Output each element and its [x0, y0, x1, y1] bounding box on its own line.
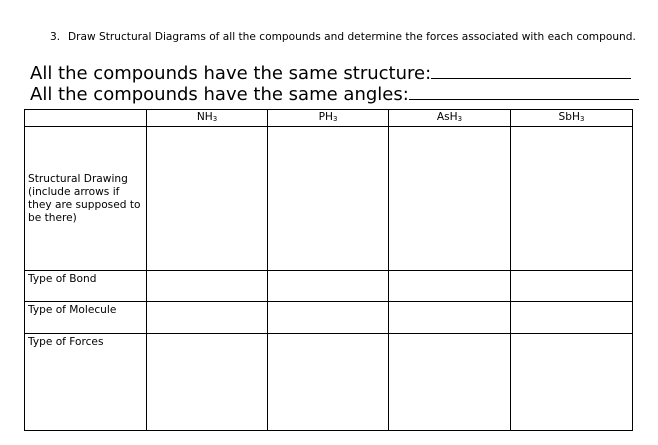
- table-row-type-of-bond: [25, 271, 633, 302]
- structure-answer-blank[interactable]: [431, 64, 631, 79]
- answer-cell[interactable]: [147, 271, 268, 302]
- answer-cell[interactable]: [268, 127, 389, 271]
- table-row-structural-drawing: [25, 127, 633, 271]
- formula-subscript: 3: [579, 115, 585, 123]
- formula-base: SbH: [558, 111, 580, 123]
- compounds-table: [24, 109, 633, 431]
- formula-subscript: 3: [332, 115, 338, 123]
- answer-cell[interactable]: [511, 334, 633, 431]
- row-label-type-of-bond: Type of Bond: [25, 271, 147, 302]
- structure-prompt-text: All the compounds have the same structure:: [30, 63, 432, 84]
- formula-base: PH: [318, 111, 333, 123]
- answer-cell[interactable]: [147, 127, 268, 271]
- answer-cell[interactable]: [389, 127, 511, 271]
- row-label-type-of-forces: Type of Forces: [25, 334, 147, 431]
- table-header-row: [25, 110, 633, 127]
- answer-cell[interactable]: [147, 334, 268, 431]
- column-header-nh3: [147, 110, 268, 127]
- column-header-ph3: [268, 110, 389, 127]
- row-label-structural-drawing: Structural Drawing (include arrows if they are supposed to be there): [25, 127, 147, 271]
- formula-base: NH: [196, 111, 213, 123]
- answer-cell[interactable]: [268, 302, 389, 334]
- formula-base: AsH: [436, 111, 458, 123]
- row-label-type-of-molecule: Type of Molecule: [25, 302, 147, 334]
- formula-subscript: 3: [212, 115, 218, 123]
- question-text: Draw Structural Diagrams of all the compounds and determine the forces associated with each compound.: [68, 31, 636, 43]
- question-number: 3.: [50, 31, 61, 43]
- angles-answer-blank[interactable]: [409, 85, 639, 100]
- answer-cell[interactable]: [389, 271, 511, 302]
- formula-subscript: 3: [457, 115, 463, 123]
- table-row-type-of-forces: [25, 334, 633, 431]
- answer-cell[interactable]: [389, 302, 511, 334]
- answer-cell[interactable]: [389, 334, 511, 431]
- angles-prompt-text: All the compounds have the same angles:: [30, 84, 409, 105]
- question-3: [50, 31, 640, 44]
- answer-cell[interactable]: [511, 302, 633, 334]
- column-header-sbh3: [511, 110, 633, 127]
- answer-cell[interactable]: [147, 302, 268, 334]
- angles-prompt: [30, 85, 639, 105]
- structure-prompt: [30, 64, 631, 84]
- answer-cell[interactable]: [268, 334, 389, 431]
- answer-cell[interactable]: [511, 271, 633, 302]
- header-empty-cell: [25, 110, 147, 127]
- table-row-type-of-molecule: [25, 302, 633, 334]
- answer-cell[interactable]: [268, 271, 389, 302]
- answer-cell[interactable]: [511, 127, 633, 271]
- column-header-ash3: [389, 110, 511, 127]
